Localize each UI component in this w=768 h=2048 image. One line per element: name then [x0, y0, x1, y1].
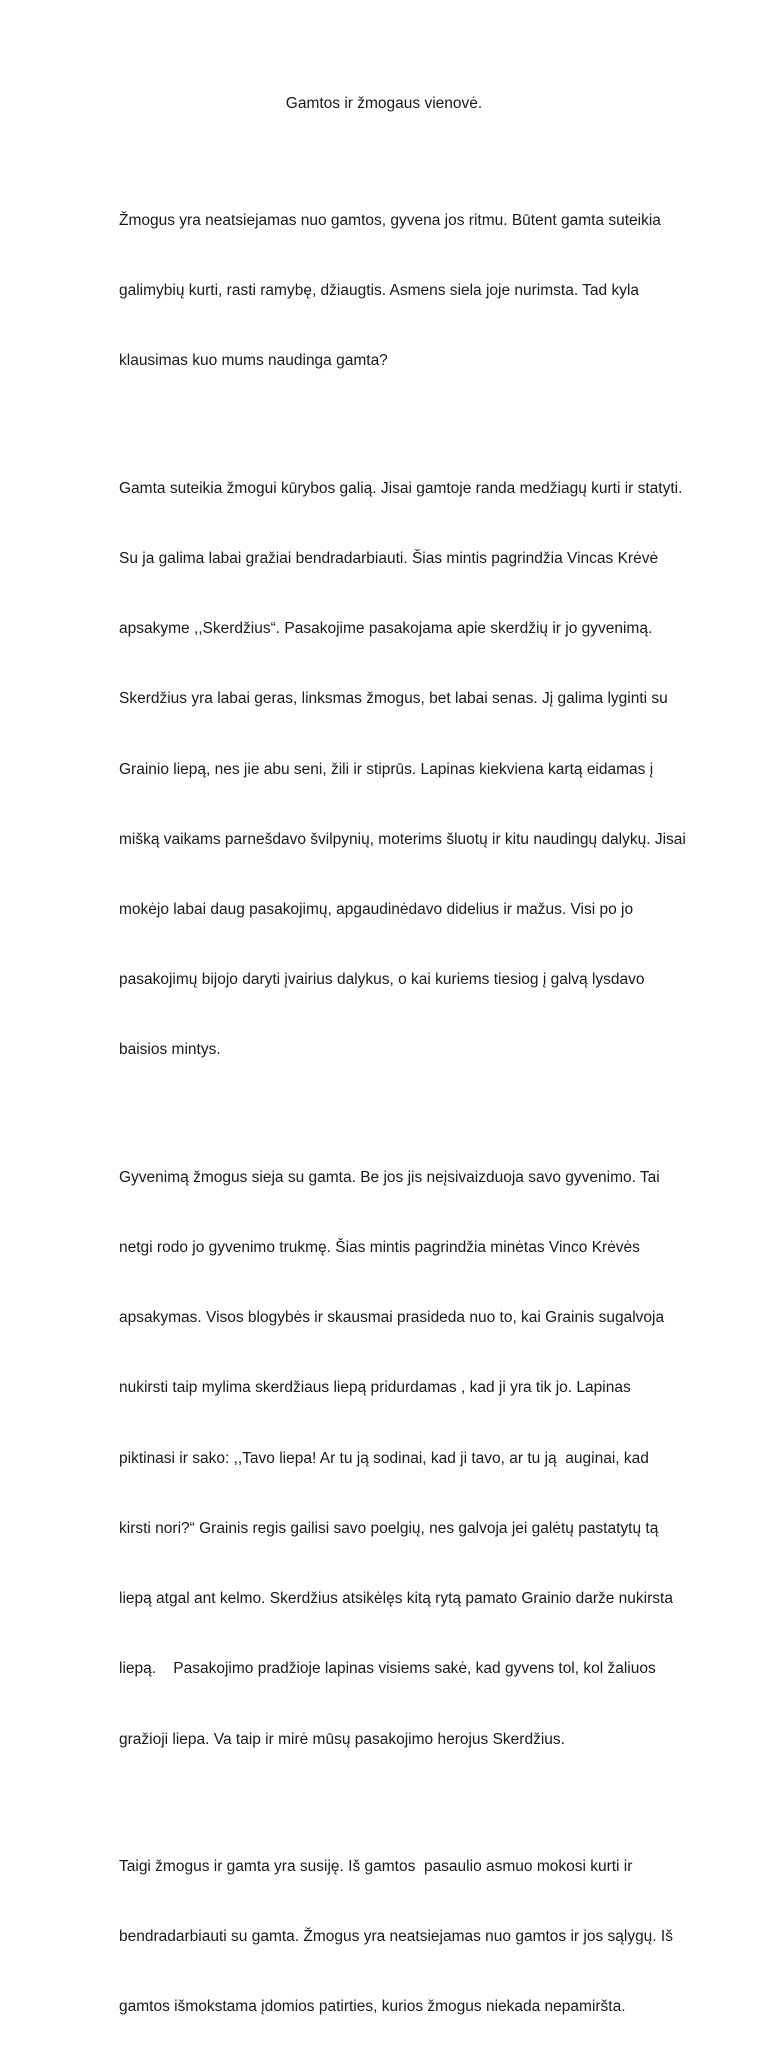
paragraph-3: [119, 1119, 679, 1798]
paragraph-2: [119, 430, 686, 1109]
text-line: Gyvenimą žmogus sieja su gamta. Be jos jis neįsivaizduoja savo gyvenimo. Tai: [119, 1168, 660, 1186]
text-line: gražioji liepa. Va taip ir mirė mūsų pasakojimo herojus Skerdžius.: [119, 1730, 565, 1748]
text-line: netgi rodo jo gyvenimo trukmę. Šias mintis pagrindžia minėtas Vinco Krėvės: [119, 1239, 640, 1257]
text-line: Taigi žmogus ir gamta yra susiję. Iš gamtos pasaulio asmuo mokosi kurti ir: [119, 1858, 633, 1876]
document-title: Gamtos ir žmogaus vienovė.: [285, 95, 483, 112]
text-line: Gamta suteikia žmogui kūrybos galią. Jisai gamtoje randa medžiagų kurti ir statyti.: [119, 479, 683, 497]
text-line: piktinasi ir sako: ,,Tavo liepa! Ar tu ją sodinai, kad ji tavo, ar tu ją auginai, kad: [119, 1449, 649, 1467]
paragraph-1: [119, 162, 679, 419]
text-line: kirsti nori?“ Grainis regis gailisi savo poelgių, nes galvoja jei galėtų pastatytų tą: [119, 1519, 659, 1537]
text-line: liepą. Pasakojimo pradžioje lapinas visiems sakė, kad gyvens tol, kol žaliuos: [119, 1660, 656, 1678]
text-line: gamtos išmokstama įdomios patirties, kurios žmogus niekada nepamiršta.: [119, 1998, 626, 2016]
text-line: Skerdžius yra labai geras, linksmas žmogus, bet labai senas. Jį galima lyginti su: [119, 690, 668, 708]
paragraph-4: [119, 1808, 679, 2048]
text-line: apsakyme ,,Skerdžius“. Pasakojime pasakojama apie skerdžių ir jo gyvenimą.: [119, 620, 653, 638]
text-line: klausimas kuo mums naudinga gamta?: [119, 352, 388, 370]
text-line: Žmogus yra neatsiejamas nuo gamtos, gyvena jos ritmu. Būtent gamta suteikia: [119, 211, 661, 229]
text-line: Su ja galima labai gražiai bendradarbiauti. Šias mintis pagrindžia Vincas Krėvė: [119, 549, 659, 567]
text-line: apsakymas. Visos blogybės ir skausmai prasideda nuo to, kai Grainis sugalvoja: [119, 1309, 665, 1327]
text-line: Grainio liepą, nes jie abu seni, žili ir stiprūs. Lapinas kiekviena kartą eidamas į: [119, 760, 654, 778]
text-line: nukirsti taip mylima skerdžiaus liepą pridurdamas , kad ji yra tik jo. Lapinas: [119, 1379, 631, 1397]
text-line: galimybių kurti, rasti ramybę, džiaugtis. Asmens siela joje nurimsta. Tad kyla: [119, 282, 640, 300]
text-line: mišką vaikams parnešdavo švilpynių, moterims šluotų ir kitu naudingų dalykų. Jisai: [119, 830, 686, 848]
text-line: mokėjo labai daug pasakojimų, apgaudinėdavo didelius ir mažus. Visi po jo: [119, 900, 634, 918]
text-line: bendradarbiauti su gamta. Žmogus yra neatsiejamas nuo gamtos ir jos sąlygų. Iš: [119, 1928, 673, 1946]
text-line: pasakojimų bijojo daryti įvairius dalykus, o kai kuriems tiesiog į galvą lysdavo: [119, 971, 645, 989]
document-body: [119, 162, 686, 2048]
text-line: baisios mintys.: [119, 1041, 221, 1059]
text-line: liepą atgal ant kelmo. Skerdžius atsikėlęs kitą rytą pamato Grainio darže nukirsta: [119, 1590, 673, 1608]
